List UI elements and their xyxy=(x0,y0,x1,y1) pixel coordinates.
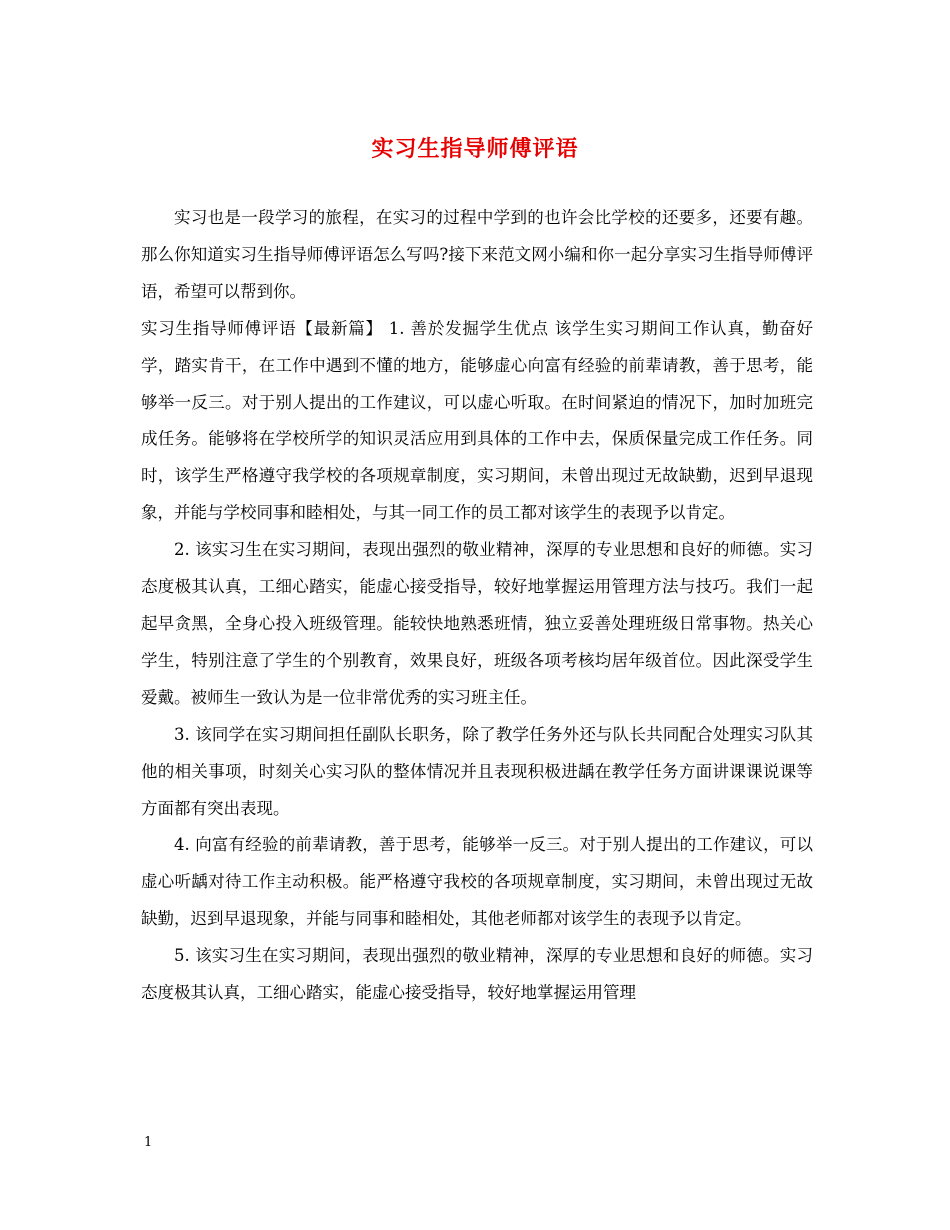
item-4-paragraph: 4. 向富有经验的前辈请教，善于思考，能够举一反三。对于别人提出的工作建议，可以虚心听龋对待工作主动积极。能严格遵守我校的各项规章制度，实习期间，未曾出现过无故缺勤，迟到早退现象，并能与同事和睦相处，其他老师都对该学生的表现予以肯定。 xyxy=(141,835,813,929)
section-heading: 实习生指导师傅评语【最新篇】 xyxy=(141,318,383,338)
item-3-paragraph: 3. 该同学在实习期间担任副队长职务，除了教学任务外还与队长共同配合处理实习队其他的相关事项，时刻关心实习队的整体情况并且表现积极进龋在教学任务方面讲课课说课等方面都有突出表现。 xyxy=(141,724,813,818)
intro-paragraph: 实习也是一段学习的旅程，在实习的过程中学到的也许会比学校的还要多，还要有趣。那么你知道实习生指导师傅评语怎么写吗?接下来范文网小编和你一起分享实习生指导师傅评语，希望可以帮到你。 xyxy=(141,208,813,301)
document-title: 实习生指导师傅评语 xyxy=(371,136,579,162)
item-1-paragraph xyxy=(141,311,813,532)
document-body xyxy=(141,200,813,1012)
item-1-lead: 1. 善於发掘学生优点 该学生实习期间工作 xyxy=(388,318,711,338)
page-number: 1 xyxy=(144,1135,153,1150)
item-1-text: 认真，勤奋好学，踏实肯干，在工作中遇到不懂的地方，能够虚心向富有经验的前辈请教，善于思考，能够举一反三。对于别人提出的工作建议，可以虚心听取。在时间紧迫的情况下，加时加班完成任务。能够将在学校所学的知识灵活应用到具体的工作中去，保质保量完成工作任务。同时，该学生严格遵守我学校的各项规章制度，实习期间，未曾出现过无故缺勤，迟到早退现象，并能与学校同事和睦相处，与其一同工作的员工都对该学生的表现予以肯定。 xyxy=(141,318,814,523)
item-5-paragraph: 5. 该实习生在实习期间，表现出强烈的敬业精神，深厚的专业思想和良好的师德。实习态度极其认真，工细心踏实，能虚心接受指导，较好地掌握运用管理 xyxy=(141,946,813,1003)
item-2-paragraph: 2. 该实习生在实习期间，表现出强烈的敬业精神，深厚的专业思想和良好的师德。实习态度极其认真，工细心踏实，能虚心接受指导，较好地掌握运用管理方法与技巧。我们一起起早贪黑，全身心投入班级管理。能较快地熟悉班情，独立妥善处理班级日常事物。热关心学生，特别注意了学生的个别教育，效果良好，班级各项考核均居年级首位。因此深受学生爱戴。被师生一致认为是一位非常优秀的实习班主任。 xyxy=(141,540,813,707)
